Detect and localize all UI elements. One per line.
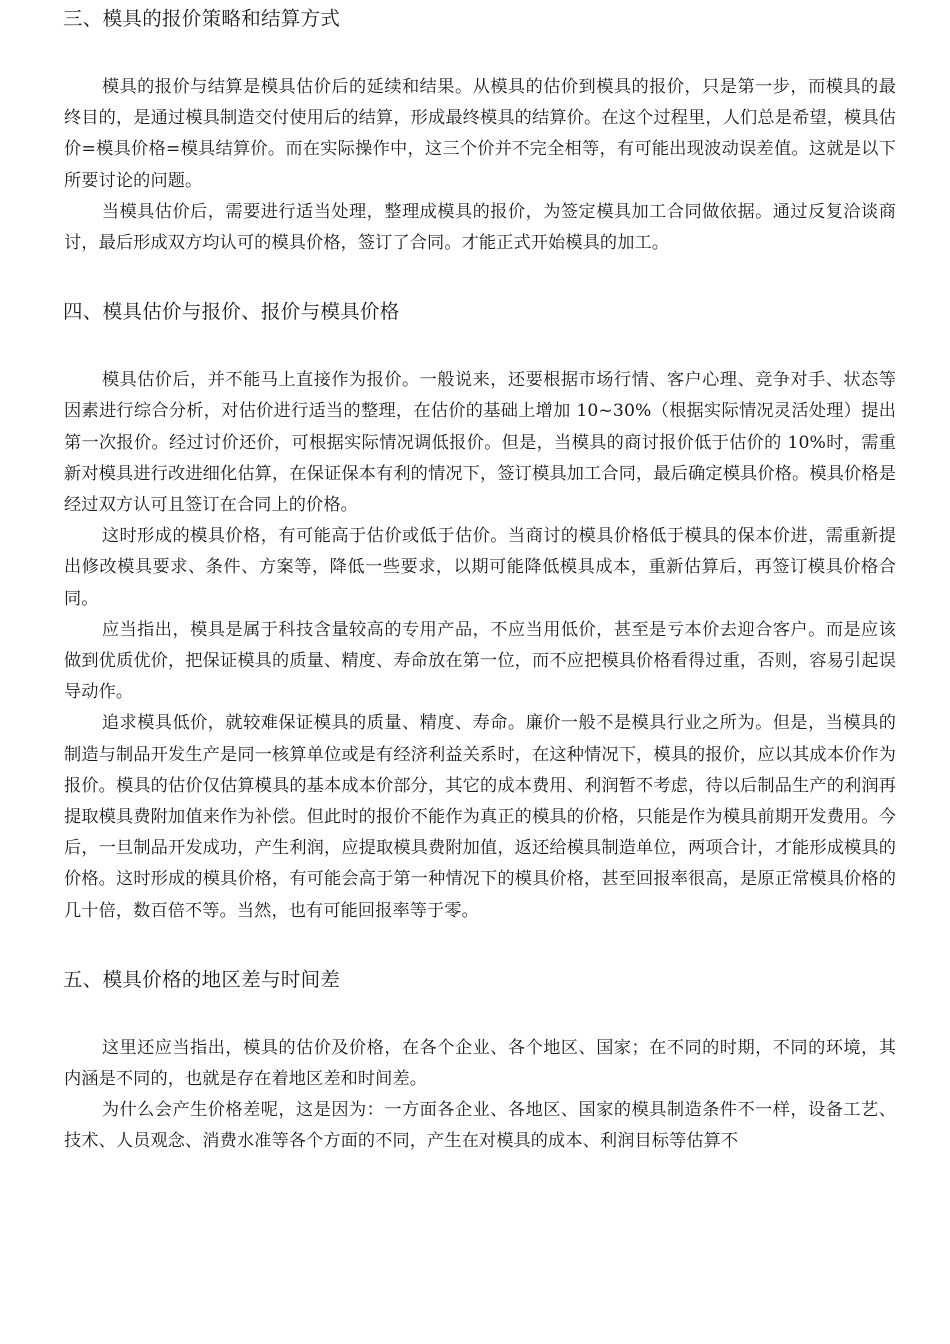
paragraph: 当模具估价后，需要进行适当处理，整理成模具的报价，为签定模具加工合同做依据。通过反复洽谈商讨，最后形成双方均认可的模具价格，签订了合同。才能正式开始模具的加工。: [64, 201, 896, 254]
document-page: [64, 0, 896, 1158]
paragraph: 为什么会产生价格差呢，这是因为：一方面各企业、各地区、国家的模具制造条件不一样，设备工艺、技术、人员观念、消费水准等各个方面的不同，产生在对模具的成本、利润目标等估算不: [64, 1100, 896, 1152]
paragraph: 追求模具低价，就较难保证模具的质量、精度、寿命。廉价一般不是模具行业之所为。但是，当模具的制造与制品开发生产是同一核算单位或是有经济利益关系时，在这种情况下，模具的报价，应以其成本价作为报价。模具的估价仅估算模具的基本成本价部分，其它的成本费用、利润暂不考虑，待以后制品生产的利润再提取模具费附加值来作为补偿。但此时的报价不能作为真正的模具的价格，只能是作为模具前期开发费用。今后，一旦制品开发成功，产生利润，应提取模具费附加值，返还给模具制造单位，两项合计，才能形成模具的价格。这时形成的模具价格，有可能会高于第一种情况下的模具价格，甚至回报率很高，是原正常模具价格的几十倍，数百倍不等。当然，也有可能回报率等于零。: [64, 713, 896, 921]
paragraph: 应当指出，模具是属于科技含量较高的专用产品，不应当用低价，甚至是亏本价去迎合客户。而是应该做到优质优价，把保证模具的质量、精度、寿命放在第一位，而不应把模具价格看得过重，否则，容易引起误导动作。: [64, 619, 896, 703]
section-3: [64, 6, 896, 259]
section-5: [64, 967, 896, 1158]
section-heading: 五、模具价格的地区差与时间差: [63, 967, 341, 991]
paragraph: 模具估价后，并不能马上直接作为报价。一般说来，还要根据市场行情、客户心理、竞争对手、状态等因素进行综合分析，对估价进行适当的整理，在估价的基础上增加 10~30%（根据实际情况灵活处理）提出第一次报价。经过讨价还价，可根据实际情况调低报价。但是，当模具的商讨报价低于估价的 10%时，需重新对模具进行改进细化估算，在保证保本有利的情况下，签订模具加工合同，最后确定模具价格。模具价格是经过双方认可且签订在合同上的价格。: [64, 370, 896, 516]
section-heading: 三、模具的报价策略和结算方式: [63, 7, 341, 30]
paragraph: 这里还应当指出，模具的估价及价格，在各个企业、各个地区、国家；在不同的时期，不同的环境，其内涵是不同的，也就是存在着地区差和时间差。: [64, 1037, 896, 1090]
section-body: [64, 365, 896, 927]
section-4: [64, 299, 896, 927]
section-heading: 四、模具估价与报价、报价与模具价格: [63, 300, 400, 324]
paragraph: 这时形成的模具价格，有可能高于估价或低于估价。当商讨的模具价格低于模具的保本价进，需重新提出修改模具要求、条件、方案等，降低一些要求，以期可能降低模具成本，重新估算后，再签订模具价格合同。: [64, 526, 896, 609]
paragraph: 模具的报价与结算是模具估价后的延续和结果。从模具的估价到模具的报价，只是第一步，而模具的最终目的，是通过模具制造交付使用后的结算，形成最终模具的结算价。在这个过程里，人们总是希望，模具估价=模具价格=模具结算价。而在实际操作中，这三个价并不完全相等，有可能出现波动误差值。这就是以下所要讨论的问题。: [64, 77, 896, 191]
section-body: [64, 1033, 896, 1158]
section-body: [64, 72, 896, 259]
